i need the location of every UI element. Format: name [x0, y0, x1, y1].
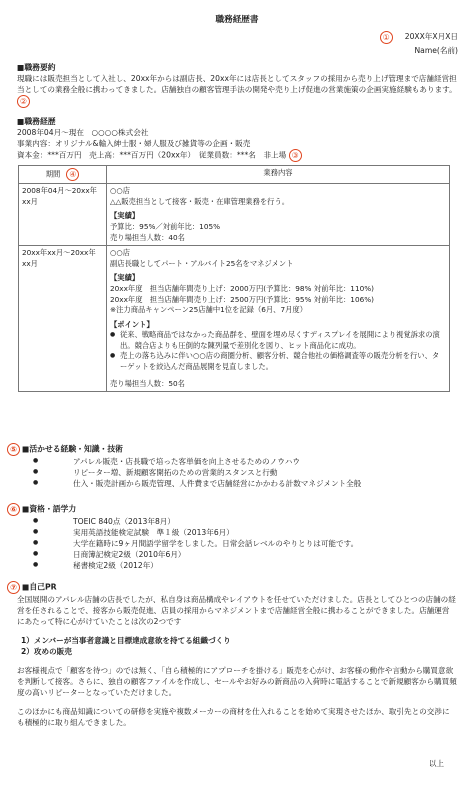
company-capital: 資本金：***百万円 売上高：***百万円（20xx年） 従業員数：***名 非上場 [17, 150, 287, 160]
company-period: 2008年04月～現在 ○○○○株式会社 [17, 128, 149, 138]
career-table-header [19, 166, 450, 184]
self-pr-intro: 全国展開のアパレル店舗の店長でしたが、私自身は商品構成やレイアウトを任せていただけました。店長としてひとつの店舗の経営を任されることで、接客から販売促進、店員の採用からマネジメントまで店舗経営全般に携わることができました。店舗運営にあたって特に心がけていたことは次の2つです [17, 595, 456, 626]
point-item: ● 売上の落ち込みに伴い○○店の商圏分析、顧客分析、競合他社の価格調査等の販売分析を行い、ターゲットを絞込んだ商品展開を見直しました。 [110, 351, 446, 372]
header-block [380, 30, 458, 57]
qualifications-heading: ■資格・語学力 [22, 504, 77, 514]
marker-3: ③ [289, 149, 302, 162]
marker-1: ① [380, 31, 393, 44]
row-content [107, 184, 450, 246]
qualification-item: ● TOEIC 840点（2013年8月） [33, 516, 447, 527]
row-content [107, 246, 450, 392]
point-list [110, 330, 446, 372]
document-title: 職務経歴書 [215, 15, 259, 25]
self-pr-body: このほかにも商品知識についての研修を実施や複数メーカーの商材を仕入れることを始めて実現させたほか、取引先との交渉にも積極的に取り組んできました。 [17, 707, 450, 727]
history-section [17, 116, 457, 392]
header-period: 期間 ④ [19, 166, 107, 184]
skill-item: ● アパレル販売・店長職で培った客単価を向上させるためのノウハウ [33, 456, 447, 467]
role-text: 副店長職としてパート・アルバイト25名をマネジメント [110, 258, 294, 268]
date-text: 20XX年X月X日 [404, 32, 458, 41]
marker-2: ② [17, 95, 30, 108]
skills-heading: ■活かせる経験・知識・技術 [22, 444, 123, 454]
point-title: 【ポイント】 [110, 319, 154, 329]
history-heading: ■職務経歴 [17, 117, 56, 126]
qualification-item: ● 日商簿記検定2級（2010年6月） [33, 549, 447, 560]
achievement-title: 【実績】 [110, 211, 140, 221]
role-text: △△販売担当として接客・販売・在庫管理業務を行う。 [110, 196, 290, 206]
self-pr-heading: ■自己PR [22, 582, 57, 592]
career-row [19, 184, 450, 246]
achievement-title: 【実績】 [110, 273, 140, 283]
qualifications-list [7, 516, 447, 571]
skill-item: ● リピーター増、新規顧客開拓のための営業的スタンスと行動 [33, 467, 447, 478]
closing-text: 以上 [428, 759, 444, 768]
skills-section [7, 443, 447, 489]
achievement-line: 20xx年度 担当店舗年間売り上げ：2500万円(予算比：95% 対前年比：106%) [110, 294, 375, 304]
qualification-item: ● 大学在籍時に9ヶ月間語学留学をしました。日常会話レベルのやりとりは可能です。 [33, 538, 447, 549]
pr-points [21, 635, 457, 657]
career-table [18, 165, 450, 392]
achievement-line: 予算比：95%／対前年比：105% [110, 222, 221, 232]
qualification-item: ● 秘書検定2級（2012年） [33, 560, 447, 571]
staff-count: 売り場担当人数：50名 [110, 378, 185, 388]
qualifications-section [7, 503, 447, 571]
point-item: ● 従来、戦略商品ではなかった商品群を、壁面を埋め尽くすディスプレイを展開により視覚訴求の演出。競合店よりも圧倒的な陳列量で差別化を図り、ヒット商品化に成功。 [110, 330, 446, 351]
marker-4: ④ [66, 168, 79, 181]
company-business: 事業内容：オリジナル&輸入紳士服・婦人服及び雑貨等の企画・販売 [17, 139, 251, 149]
marker-5: ⑤ [7, 443, 20, 456]
summary-text: 現職には販売担当として入社し、20xx年からは副店長、20xx年には店長としてスタッフの採用から売り上げ管理まで店舗経営担当としての業務全般に携わってきました。店舗独自の顧客管理手法の開発や売り上げ促進の営業施策の企画実施経験もあります。 [17, 74, 457, 95]
self-pr-body: お客様視点で「顧客を待つ」のでは無く、「自ら積極的にアプローチを掛ける」販売を心がけ、お客様の動作や言動から購買意欲を判断して接客。さらに、独自の顧客ファイルを作成し、セールやお好みの新商品の入荷時に電話することで新規顧客から購買頻度の高いリピーターとなっていただけました。 [17, 666, 457, 697]
row-period: 2008年04月～20xx年xx月 [19, 184, 107, 246]
pr-point: 1）メンバーが当事者意識と目標達成意欲を持てる組織づくり [21, 636, 231, 645]
career-row [19, 246, 450, 392]
self-pr-section [7, 581, 457, 728]
marker-6: ⑥ [7, 503, 20, 516]
summary-section [17, 62, 457, 108]
achievement-line: 20xx年度 担当店舗年間売り上げ：2000万円(予算比：98% 対前年比：110%) [110, 283, 375, 293]
store-name: ○○店 [110, 248, 131, 258]
summary-heading: ■職務要約 [17, 63, 56, 72]
skills-list [7, 456, 447, 489]
achievement-line: 売り場担当人数：40名 [110, 232, 185, 242]
skill-item: ● 仕入・販売計画から販売管理、人件費まで店舗経営にかかわる計数マネジメント全般 [33, 478, 447, 489]
header-content: 業務内容 [107, 166, 450, 184]
achievement-line: ※注力商品キャンペーン25店舗中1位を記録（6月、7月度） [110, 305, 308, 315]
row-period: 20xx年xx月～20xx年xx月 [19, 246, 107, 392]
name-text: Name(名前) [414, 45, 458, 55]
qualification-item: ● 実用英語技能検定試験 準１級（2013年6月） [33, 527, 447, 538]
store-name: ○○店 [110, 186, 131, 196]
pr-point: 2）攻めの販売 [21, 647, 72, 656]
marker-7: ⑦ [7, 581, 20, 594]
